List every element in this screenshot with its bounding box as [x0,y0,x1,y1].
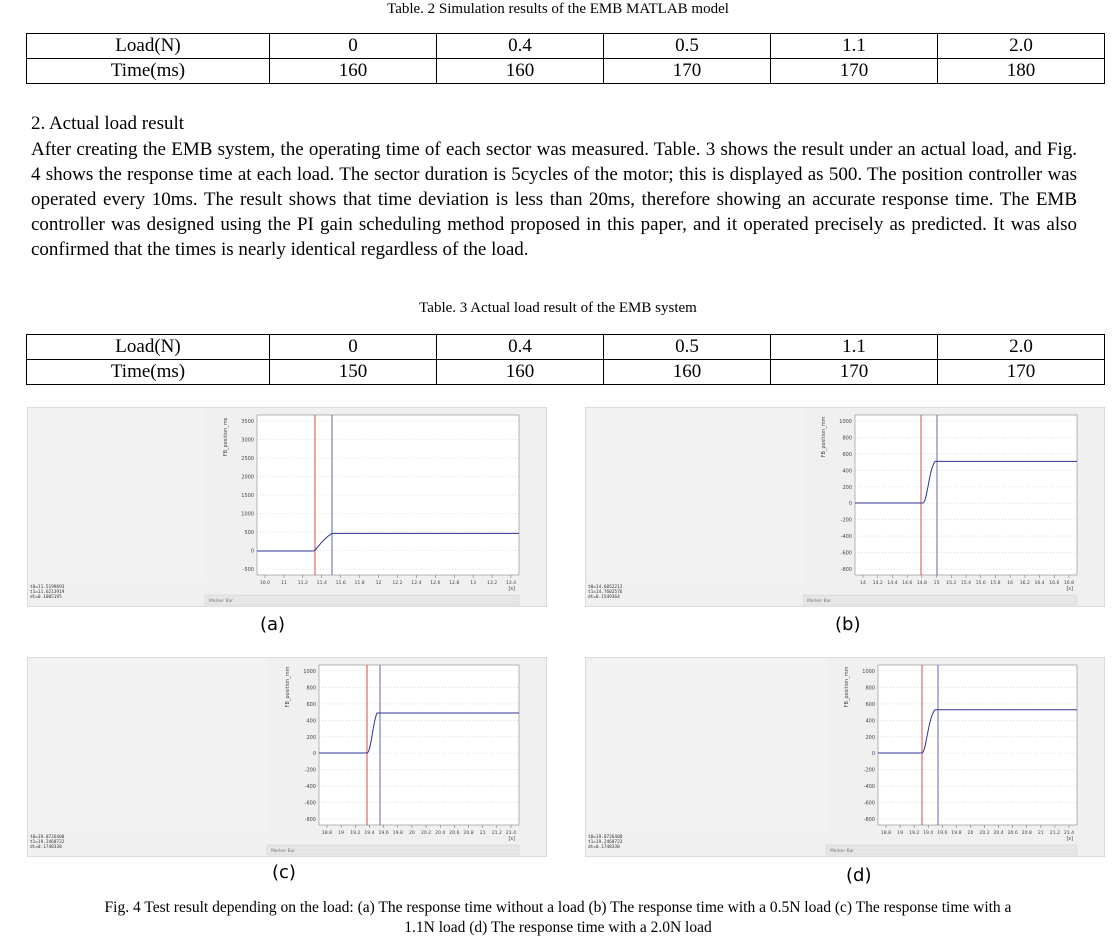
table-cell: 170 [938,360,1105,385]
x-tick-label: 16.2 [1019,581,1030,586]
figure-caption-line2: 1.1N load (d) The response time with a 2.0N load [404,919,712,936]
x-tick-label: 14.8 [916,581,927,586]
x-tick-label: 13.2 [486,581,498,586]
x-tick-label: 20 [408,831,415,836]
table-cell: 1.1 [771,34,938,59]
x-tick-label: 11 [280,581,287,586]
x-unit-label: [s] [1066,836,1073,842]
x-tick-label: 12.4 [411,581,422,586]
panel-label-b: (b) [835,614,861,635]
y-tick-label: 2000 [241,474,254,481]
cursor-readout: t1=11.6213919 [30,590,65,595]
x-tick-label: 19 [338,831,345,836]
y-tick-label: -800 [863,817,875,823]
x-tick-label: 21.4 [505,831,517,836]
side-pane [586,658,827,832]
x-tick-label: 21.2 [1049,831,1061,836]
cursor-readout: dt=0.1748330 [30,845,62,850]
x-tick-label: 19.4 [923,831,934,836]
y-axis-label: FB_position_mm [285,666,291,708]
cursor-readout: t1=19.2468722 [30,840,65,845]
table-cell: 0 [270,335,437,360]
y-tick-label: 200 [306,734,316,741]
footer-bar [205,595,519,605]
table-row [27,59,1105,84]
y-tick-label: 800 [306,685,316,692]
plot-svg [27,657,547,857]
table-cell: 0.4 [437,335,604,360]
cursor-readout: dt=0.1549364 [588,595,620,600]
x-tick-label: 11.8 [354,581,365,586]
row-header: Load(N) [27,335,270,360]
y-tick-label: 3000 [241,437,254,444]
section-body: After creating the EMB system, the operating time of each sector was measured. Table. 3 shows the result under an actual load, and Fig. 4 shows the response time at each load. The sector duration is 5cycles of the motor; this is displayed as 500. The position controller was operated every 10ms. The result shows that time deviation is less than 20ms, therefore showing an accurate response time. The EMB controller was designed using the PI gain scheduling method proposed in this paper, and it operated precisely as predicted. It was also confirmed that the times is nearly identical regardless of the load. [31,139,1077,260]
panel-label-a: (a) [260,614,286,635]
cursor-readout: dt=0.1005195 [30,595,62,600]
x-tick-label: 15.6 [975,581,986,586]
x-tick-label: 19 [897,831,904,836]
cursor-readout: t1=19.2468723 [588,840,623,845]
cursor-readout: t0=19.0726400 [30,835,65,840]
y-tick-label: 1000 [241,511,254,518]
table2 [26,33,1105,84]
x-tick-label: 11.4 [316,581,327,586]
row-header: Time(ms) [27,360,270,385]
x-tick-label: 12.8 [449,581,460,586]
table-row [27,34,1105,59]
x-tick-label: 19.8 [392,831,403,836]
table-cell: 2.0 [938,34,1105,59]
panel-label-d: (d) [846,865,872,886]
table-cell: 170 [604,59,771,84]
x-tick-label: 20.2 [420,831,432,836]
x-tick-label: 20.6 [449,831,460,836]
x-tick-label: 20.8 [463,831,474,836]
x-tick-label: 14.4 [887,581,898,586]
y-tick-label: -200 [863,767,875,774]
y-tick-label: -600 [863,800,875,807]
table-cell: 160 [437,59,604,84]
y-tick-label: -400 [840,534,852,541]
y-tick-label: 0 [250,548,254,555]
footer-bar [826,845,1077,855]
x-tick-label: 19.4 [364,831,375,836]
y-tick-label: -600 [840,550,852,557]
figure-panel-d [585,657,1105,857]
y-tick-label: -500 [242,567,254,573]
y-tick-label: 1500 [241,493,254,499]
table-row [27,335,1105,360]
cursor-readout: t0=14.6052212 [588,585,623,590]
x-tick-label: 19.8 [951,831,962,836]
x-tick-label: 15.2 [946,581,957,586]
figure-panel-a [27,407,547,607]
footer-bar [803,595,1077,605]
side-pane [28,408,206,582]
y-tick-label: -400 [863,784,875,791]
y-tick-label: 600 [842,451,852,458]
footer-label: Marker Bar [830,849,855,854]
footer-label: Marker Bar [271,849,296,854]
x-tick-label: 14.6 [902,581,913,586]
table-cell: 0 [270,34,437,59]
x-tick-label: 18.8 [880,831,892,836]
x-tick-label: 10.0 [259,581,271,586]
x-tick-label: 16.8 [1063,581,1075,586]
y-tick-label: 500 [244,530,254,536]
x-unit-label: [s] [1066,586,1073,592]
panel-label-c: (c) [272,862,296,883]
y-tick-label: -800 [840,567,852,573]
side-pane [586,408,804,582]
x-tick-label: 15.8 [990,581,1001,586]
table3-caption: Table. 3 Actual load result of the EMB system [419,300,697,316]
y-tick-label: 600 [865,701,875,708]
x-tick-label: 14 [860,581,866,586]
x-tick-label: 20.2 [979,831,990,836]
y-tick-label: -200 [840,517,852,524]
plot-area [319,665,519,825]
footer-label: Marker Bar [209,599,234,604]
y-tick-label: -600 [304,800,316,807]
y-tick-label: 400 [842,468,852,475]
table2-caption: Table. 2 Simulation results of the EMB MATLAB model [387,1,729,17]
table-cell: 0.5 [604,34,771,59]
y-tick-label: 3500 [241,419,254,425]
x-tick-label: 19.2 [350,831,361,836]
x-tick-label: 19.2 [909,831,920,836]
table-cell: 160 [270,59,437,84]
cursor-readout: t1=14.7602576 [588,590,623,595]
y-tick-label: 1000 [862,669,875,675]
y-tick-label: 0 [871,751,875,758]
plot-area [855,415,1077,575]
x-tick-label: 21.4 [1063,831,1075,836]
plot-area [878,665,1077,825]
y-tick-label: 2500 [241,456,254,462]
row-header: Time(ms) [27,59,270,84]
y-tick-label: -200 [304,767,316,774]
table-cell: 160 [604,360,771,385]
table-cell: 170 [771,360,938,385]
y-tick-label: 400 [306,718,316,725]
y-tick-label: 800 [865,685,875,692]
x-tick-label: 12.2 [392,581,403,586]
plot-svg [27,407,547,607]
x-tick-label: 19.6 [378,831,389,836]
x-unit-label: [s] [508,586,515,592]
y-tick-label: 400 [865,718,875,725]
cursor-readout: dt=0.1748330 [588,845,620,850]
cursor-readout: t0=11.5199893 [30,585,65,590]
x-tick-label: 20.8 [1021,831,1032,836]
cursor-readout: t0=19.0726400 [588,835,623,840]
x-tick-label: 15.4 [960,581,972,586]
x-tick-label: 20 [967,831,974,836]
y-tick-label: 0 [312,751,316,758]
table-cell: 0.5 [604,335,771,360]
y-tick-label: 1000 [303,669,316,675]
table-cell: 0.4 [437,34,604,59]
table-row [27,360,1105,385]
table-cell: 160 [437,360,604,385]
y-tick-label: -800 [304,817,316,823]
x-tick-label: 12.6 [430,581,441,586]
y-tick-label: 600 [306,701,316,708]
x-tick-label: 19.6 [937,831,948,836]
x-tick-label: 16.6 [1049,581,1060,586]
table-cell: 2.0 [938,335,1105,360]
x-unit-label: [s] [508,836,515,842]
row-header: Load(N) [27,34,270,59]
x-tick-label: 16 [1007,581,1014,586]
y-tick-label: 200 [865,734,875,741]
x-tick-label: 15 [933,581,940,586]
plot-svg [585,657,1105,857]
x-tick-label: 12 [375,581,382,586]
x-tick-label: 11.2 [297,581,308,586]
y-tick-label: 200 [842,484,852,491]
y-tick-label: 0 [848,501,852,508]
y-tick-label: -400 [304,784,316,791]
section-heading: 2. Actual load result [31,113,185,134]
x-tick-label: 21.2 [491,831,502,836]
y-axis-label: FB_position_ms [223,417,229,457]
x-tick-label: 13.4 [505,581,517,586]
x-tick-label: 20.4 [435,831,446,836]
table-cell: 170 [771,59,938,84]
figure-panel-c [27,657,547,857]
footer-label: Marker Bar [807,599,832,604]
table-cell: 1.1 [771,335,938,360]
x-tick-label: 16.4 [1034,581,1045,586]
x-tick-label: 18.8 [321,831,333,836]
y-axis-label: FB_position_mm [844,666,850,708]
x-tick-label: 14.2 [872,581,883,586]
x-tick-label: 20.4 [993,831,1004,836]
y-axis-label: FB_position_mm [821,416,827,458]
side-pane [28,658,268,832]
plot-svg [585,407,1105,607]
table-cell: 150 [270,360,437,385]
x-tick-label: 21 [1037,831,1044,836]
figure-panel-b [585,407,1105,607]
y-tick-label: 1000 [839,419,852,425]
x-tick-label: 21 [479,831,486,836]
table-cell: 180 [938,59,1105,84]
x-tick-label: 13 [470,581,477,586]
y-tick-label: 800 [842,435,852,442]
footer-bar [267,845,519,855]
table3 [26,334,1105,385]
figure-caption-line1: Fig. 4 Test result depending on the load: (a) The response time without a load (b) The response time with a 0.5N load (c) The response time with a [104,899,1012,916]
x-tick-label: 20.6 [1007,831,1018,836]
x-tick-label: 11.6 [335,581,346,586]
